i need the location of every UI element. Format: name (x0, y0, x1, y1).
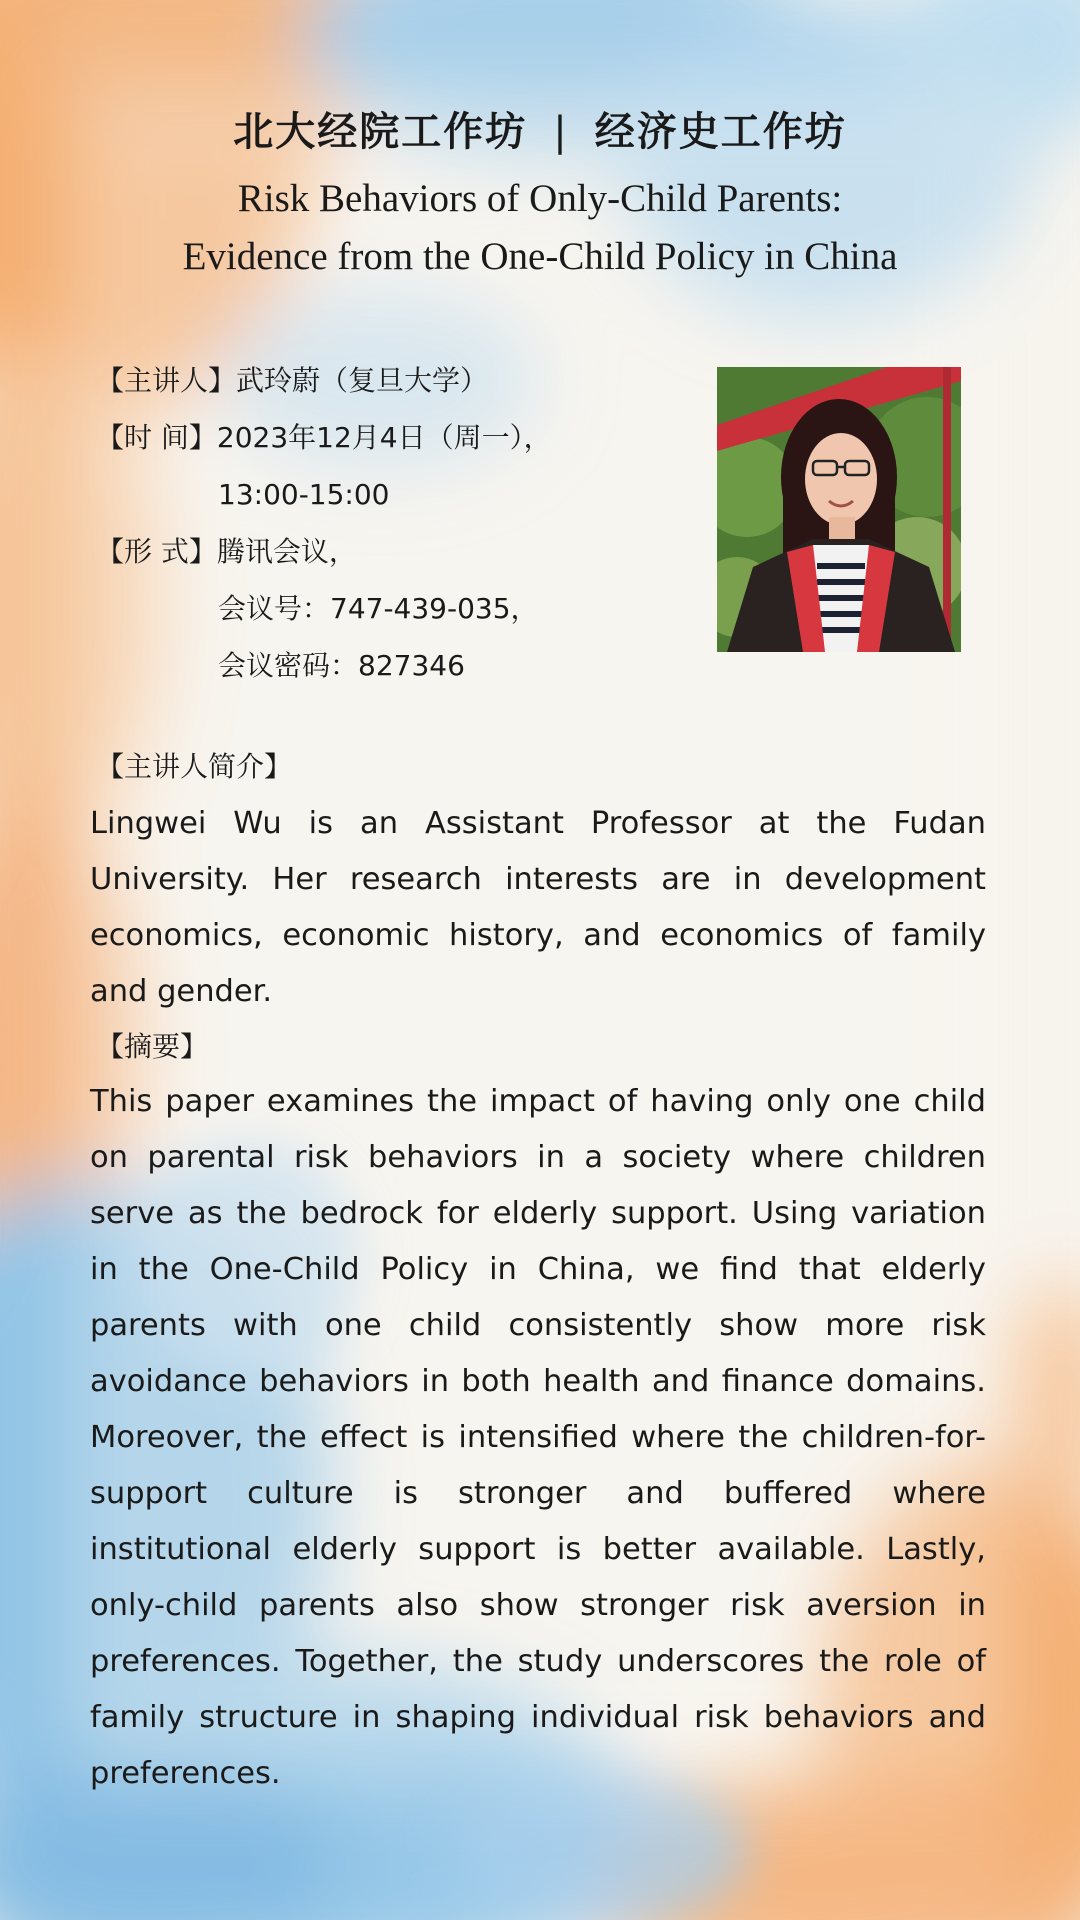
abstract-text: This paper examines the impact of having only one child on parental risk behaviors in a society where children serve as the bedrock for elderly support. Using variation in the One-Child Policy in China, we find that elderly parents with one child consistently show more risk avoidance behaviors in both health and finance domains. Moreover, the effect is intensified where the children-for-support culture is stronger and buffered where institutional elderly support is better available. Lastly, only-child parents also show stronger risk aversion in preferences. Together, the study underscores the role of family structure in shaping individual risk behaviors and preferences. (90, 1084, 986, 1791)
speaker-label: 【主讲人】 (96, 364, 237, 397)
event-info (96, 352, 656, 694)
paper-title (0, 170, 1080, 286)
bio-text: Lingwei Wu is an Assistant Professor at the Fudan University. Her research interests are in development economics, economic history, and economics of family and gender. (90, 806, 986, 1009)
time-value: 2023年12月4日（周一）， (216, 421, 552, 454)
bio-heading: 【主讲人简介】 (96, 750, 293, 783)
workshop-name-right: 经济史工作坊 (594, 109, 847, 155)
meeting-id: 会议号：747-439-035， (218, 592, 539, 625)
abstract-heading: 【摘要】 (96, 1030, 209, 1063)
time-range: 13:00-15:00 (218, 478, 390, 511)
speaker-photo (717, 367, 961, 652)
paper-title-line1: Risk Behaviors of Only-Child Parents: (237, 177, 843, 220)
speaker-value: 武玲蔚（复旦大学） (236, 364, 489, 397)
workshop-title (0, 100, 1080, 157)
format-label: 【形 式】 (96, 535, 217, 568)
speaker-row (96, 352, 656, 409)
format-value: 腾讯会议， (216, 535, 357, 568)
meeting-password: 会议密码：827346 (218, 649, 465, 682)
title-separator: | (553, 109, 569, 155)
time-label: 【时 间】 (96, 421, 217, 454)
workshop-name-left: 北大经院工作坊 (233, 109, 528, 155)
format-row (96, 523, 656, 580)
time-row (96, 409, 656, 466)
paper-title-line2: Evidence from the One-Child Policy in China (182, 235, 898, 278)
